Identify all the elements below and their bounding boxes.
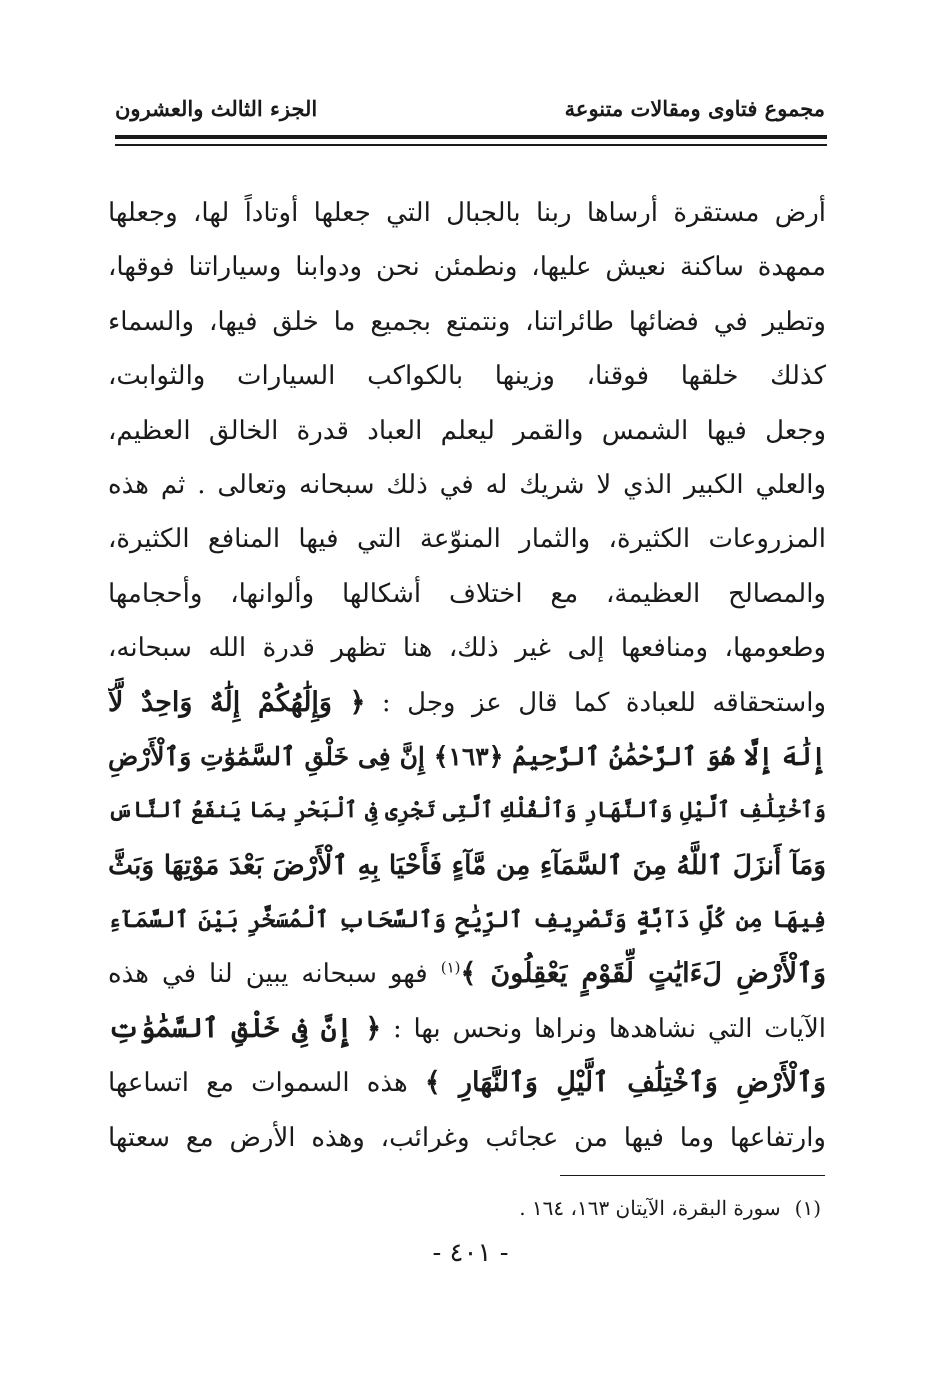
footnote-number: (١) bbox=[794, 1196, 821, 1220]
quran-line: فِيهَا مِن كُلِّ دَآبَّةٍ وَتَصْرِيفِ ٱلرِّيَٰحِ وَٱلسَّحَابِ ٱلْمُسَخَّرِ بَيْنَ ٱلسَّمَآءِ bbox=[108, 906, 826, 934]
footnote-text: سورة البقرة، الآيتان ١٦٣، ١٦٤ . bbox=[519, 1196, 781, 1220]
volume-label: الجزء الثالث والعشرون bbox=[115, 96, 318, 121]
header-rule-thick bbox=[115, 135, 827, 139]
quran-line: وَٱخْتِلَٰفِ ٱلَّيْلِ وَٱلنَّهَارِ وَٱلْفُلْكِ ٱلَّتِى تَجْرِى فِى ٱلْبَحْرِ بِمَا يَنفَعُ ٱلنَّاسَ bbox=[108, 798, 826, 824]
footnote-marker: (١) bbox=[440, 958, 461, 977]
text-line: وطعومها، ومنافعها إلى غير ذلك، هنا تظهر قدرة الله سبحانه، bbox=[108, 633, 826, 664]
quran-verse: وَٱلْأَرْضِ وَٱخْتِلَٰفِ ٱلَّيْلِ وَٱلنَّهَارِ ﴾ bbox=[424, 1067, 826, 1099]
text-line: كذلك خلقها فوقنا، وزينها بالكواكب السيارات والثوابت، bbox=[108, 361, 826, 392]
text-line: والعلي الكبير الذي لا شريك له في ذلك سبحانه وتعالى . ثم هذه bbox=[108, 469, 826, 500]
text-line: الآيات التي نشاهدها ونراها ونحس بها : ﴿ إِنَّ فِى خَلْقِ ٱلسَّمَٰوَٰتِ bbox=[108, 1012, 826, 1044]
body-text bbox=[108, 186, 826, 1165]
quran-line: وَمَآ أَنزَلَ ٱللَّهُ مِنَ ٱلسَّمَآءِ مِن مَّآءٍ فَأَحْيَا بِهِ ٱلْأَرْضَ بَعْدَ مَوْتِهَا وَبَثَّ bbox=[108, 849, 826, 881]
text-line: والمصالح العظيمة، مع اختلاف أشكالها وألوانها، وأحجامها bbox=[108, 578, 826, 609]
text-line: ممهدة ساكنة نعيش عليها، ونطمئن نحن ودوابنا وسياراتنا فوقها، bbox=[108, 252, 826, 283]
text-line: المزروعات الكثيرة، والثمار المنوّعة التي فيها المنافع الكثيرة، bbox=[108, 524, 826, 555]
header-rule-thin bbox=[115, 144, 827, 146]
quran-verse: ﴿ وَإِلَٰهُكُمْ إِلَٰهٌ وَاحِدٌ لَّآ bbox=[108, 686, 366, 718]
quran-line: إِلَٰهَ إِلَّا هُوَ ٱلرَّحْمَٰنُ ٱلرَّحِيمُ ﴿١٦٣﴾ إِنَّ فِى خَلْقِ ٱلسَّمَٰوَٰتِ وَٱلْأَرْضِ bbox=[108, 741, 826, 771]
text-line: وتطير في فضائها طائراتنا، ونتمتع بجميع ما خلق فيها، والسماء bbox=[108, 306, 826, 337]
text-line: وَٱلْأَرْضِ وَٱخْتِلَٰفِ ٱلَّيْلِ وَٱلنَّهَارِ ﴾ هذه السموات مع اتساعها bbox=[108, 1067, 826, 1099]
text-line: وجعل فيها الشمس والقمر ليعلم العباد قدرة الخالق العظيم، bbox=[108, 415, 826, 446]
book-title: مجموع فتاوى ومقالات متنوعة bbox=[564, 96, 825, 121]
text-line: واستحقاقه للعبادة كما قال عز وجل : ﴿ وَإِلَٰهُكُمْ إِلَٰهٌ وَاحِدٌ لَّآ bbox=[108, 686, 826, 718]
page-number: - ٤٠١ - bbox=[432, 1238, 509, 1268]
text-line: أرض مستقرة أرساها ربنا بالجبال التي جعلها أوتاداً لها، وجعلها bbox=[108, 198, 826, 228]
text-line: وارتفاعها وما فيها من عجائب وغرائب، وهذه الأرض مع سعتها bbox=[108, 1122, 826, 1153]
footnote-rule bbox=[560, 1175, 825, 1176]
running-header bbox=[115, 96, 825, 136]
footnote bbox=[519, 1196, 821, 1220]
quran-verse: ﴿ إِنَّ فِى خَلْقِ ٱلسَّمَٰوَٰتِ bbox=[108, 1012, 382, 1044]
text-line: وَٱلْأَرْضِ لَءَايَٰتٍ لِّقَوْمٍ يَعْقِلُونَ ﴾$^{(١)}$ فهو سبحانه يبين لنا في هذه bbox=[108, 958, 826, 990]
quran-verse: وَٱلْأَرْضِ لَءَايَٰتٍ لِّقَوْمٍ يَعْقِلُونَ ﴾ bbox=[460, 958, 826, 990]
